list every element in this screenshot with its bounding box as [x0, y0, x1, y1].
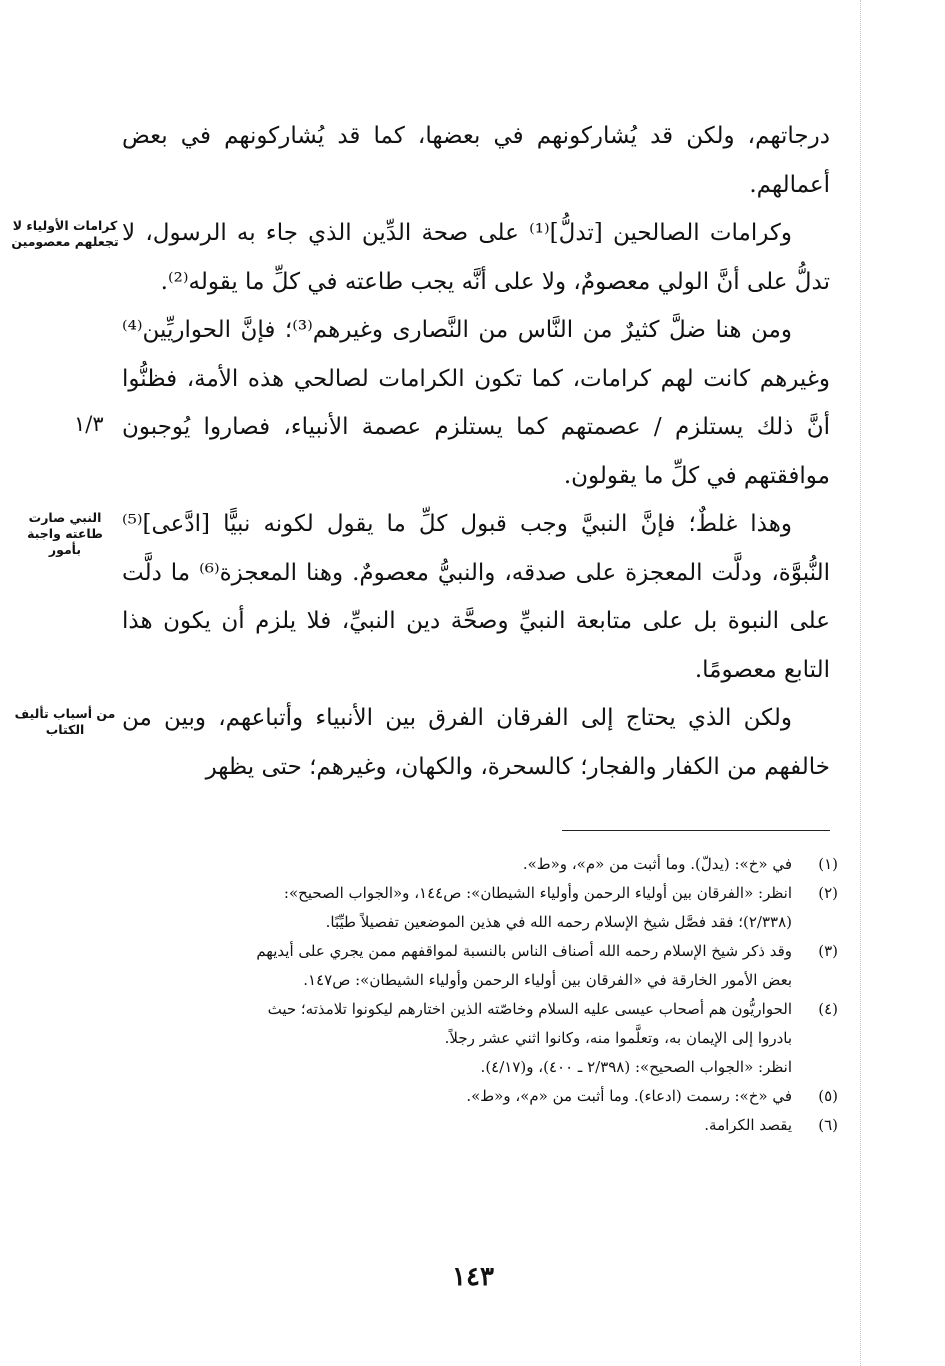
- footnotes: [122, 850, 838, 1140]
- footnote-text: بعض الأمور الخارقة في «الفرقان بين أولياء الرحمن وأولياء الشيطان»: ص١٤٧.: [303, 971, 792, 989]
- footnote-text: الحواريُّون هم أصحاب عيسى عليه السلام وخاصّته الذين اختارهم ليكونوا تلامذته؛ حيث: [267, 1000, 792, 1018]
- footnote: [122, 879, 838, 937]
- footnote-text: انظر: «الجواب الصحيح»: (٢/٣٩٨ ـ ٤٠٠)، و(٤/١٧).: [480, 1058, 792, 1076]
- main-text: [122, 112, 830, 791]
- footnote-number: (٦): [818, 1116, 838, 1134]
- footnote: [122, 1111, 838, 1140]
- paragraph: وكرامات الصالحين [تدلُّ]⁽¹⁾ على صحة الدِّين الذي جاء به الرسول، لا تدلُّ على أنَّ الولي معصومٌ، ولا على أنَّه يجب طاعته في كلِّ ما يقوله⁽²⁾.: [122, 220, 830, 295]
- side-note: من أسباب تأليف الكتاب: [14, 706, 116, 737]
- footnote-number: (٣): [818, 942, 838, 960]
- footnote-number: (٤): [818, 1000, 838, 1018]
- footnote-number: (١): [818, 855, 838, 873]
- side-note: كرامات الأولياء لا تجعلهم معصومين: [11, 218, 119, 249]
- side-note: النبي صارت طاعته واجبة بأمور: [27, 510, 103, 557]
- footnote-separator: [562, 830, 830, 831]
- paragraph: وهذا غلطٌ؛ فإنَّ النبيَّ وجب قبول كلِّ ما يقول لكونه نبيًّا [ادَّعى]⁽⁵⁾ النُّبوَّة، ودلَّت المعجزة على صدقه، والنبيُّ معصومٌ. وهنا المعجزة⁽⁶⁾ ما دلَّت على النبوة بل على متابعة النبيِّ وصحَّة دين النبيِّ، فلا يلزم أن يكون هذا التابع معصومًا.: [122, 511, 830, 683]
- manuscript-page-ref: ١/٣: [74, 412, 104, 436]
- footnote-number: (٢): [818, 884, 838, 902]
- footnote-text: وقد ذكر شيخ الإسلام رحمه الله أصناف الناس بالنسبة لمواقفهم ممن يجري على أيديهم: [256, 942, 792, 960]
- footnote: [122, 1082, 838, 1111]
- footnote-number: (٥): [818, 1087, 838, 1105]
- footnote: [122, 937, 838, 995]
- page-number: ١٤٣: [452, 1262, 494, 1292]
- footnote: [122, 995, 838, 1082]
- footnote-text: انظر: «الفرقان بين أولياء الرحمن وأولياء الشيطان»: ص١٤٤، و«الجواب الصحيح»:: [283, 884, 792, 902]
- paragraph: درجاتهم، ولكن قد يُشاركونهم في بعضها، كما قد يُشاركونهم في بعض أعمالهم.: [122, 123, 830, 198]
- footnote-text: في «خ»: رسمت (ادعاء). وما أثبت من «م»، و«ط».: [466, 1087, 792, 1105]
- page-edge: [860, 0, 861, 1366]
- footnote-text: (٢/٣٣٨)؛ فقد فصَّل شيخ الإسلام رحمه الله في هذين الموضعين تفصيلاً طيِّبًا.: [325, 913, 792, 931]
- footnote-text: بادروا إلى الإيمان به، وتعلَّموا منه، وكانوا اثني عشر رجلاً.: [444, 1029, 792, 1047]
- footnote-text: في «خ»: (يدلّ). وما أثبت من «م»، و«ط».: [522, 855, 792, 873]
- paragraph: ولكن الذي يحتاج إلى الفرقان الفرق بين الأنبياء وأتباعهم، وبين من خالفهم من الكفار والفجار؛ كالسحرة، والكهان، وغيرهم؛ حتى يظهر: [122, 705, 830, 780]
- footnote: [122, 850, 838, 879]
- paragraph: ومن هنا ضلَّ كثيرٌ من النَّاس من النَّصارى وغيرهم⁽³⁾؛ فإنَّ الحواريِّين⁽⁴⁾ وغيرهم كانت لهم كرامات، كما تكون الكرامات لصالحي هذه الأمة، فظنُّوا أنَّ ذلك يستلزم / عصمتهم كما يستلزم عصمة الأنبياء، فصاروا يُوجبون موافقتهم في كلِّ ما يقولون.: [122, 317, 830, 489]
- footnote-text: يقصد الكرامة.: [704, 1116, 792, 1134]
